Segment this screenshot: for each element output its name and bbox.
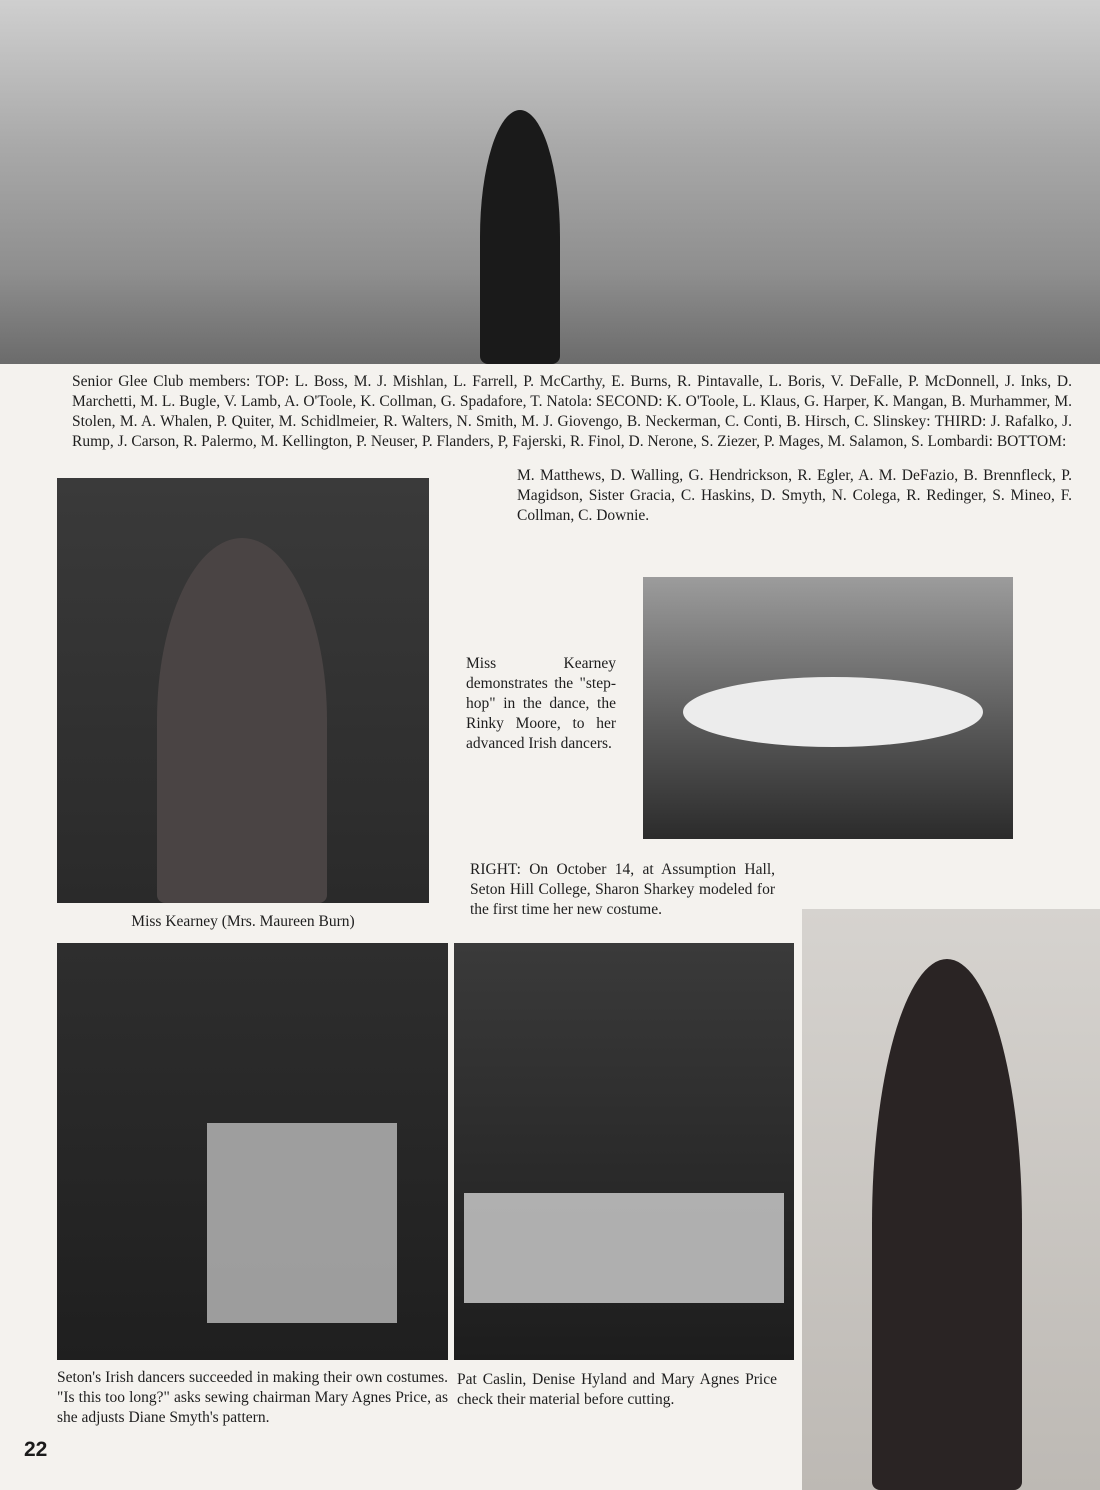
sharkey-costume-photo xyxy=(802,909,1100,1490)
material-caption: Pat Caslin, Denise Hyland and Mary Agnes Price check their material before cutting. xyxy=(457,1371,777,1408)
kearney-portrait-photo xyxy=(57,478,429,903)
glee-club-photo xyxy=(0,0,1100,364)
costume-fitting-photo xyxy=(57,943,448,1360)
glee-club-caption: Senior Glee Club members: TOP: L. Boss, M. J. Mishlan, L. Farrell, P. McCarthy, E. Burns, R. Pintavalle, L. Boris, V. DeFalle, P. McDonnell, J. Inks, D. Marchetti, M. L. Bugle, V. Lamb, A. O'Toole, K. Collman, G. Spadafore, T. Natola: SECOND: K. O'Toole, L. Klaus, G. Harper, K. Mangan, B. Murhammer, M. Stolen, M. A. Whalen, P. Quiter, M. Schidlmeier, R. Walters, N. Smith, M. J. Giovengo, B. Neckerman, C. Conti, B. Hirsch, C. Slinskey: THIRD: J. Rafalko, J. Rump, J. Carson, R. Palermo, M. Kellington, P. Neuser, P. Flanders, P, Fajerski, R. Finol, D. Nerone, S. Ziezer, P. Mages, M. Salamon, S. Lombardi: BOTTOM: xyxy=(72,373,1072,450)
sharkey-costume-caption: RIGHT: On October 14, at Assumption Hall, Seton Hill College, Sharon Sharkey modeled for the first time her new costume. xyxy=(470,861,775,918)
dance-demonstration-photo xyxy=(643,577,1013,839)
kearney-dance-caption: Miss Kearney demonstrates the "step-hop" in the dance, the Rinky Moore, to her advanced Irish dancers. xyxy=(466,655,616,752)
costumes-caption: Seton's Irish dancers succeeded in making their own costumes. "Is this too long?" asks sewing chairman Mary Agnes Price, as she adjusts Diane Smyth's pattern. xyxy=(57,1369,448,1426)
material-check-photo xyxy=(454,943,794,1360)
kearney-portrait-caption: Miss Kearney (Mrs. Maureen Burn) xyxy=(131,913,355,930)
page-number: 22 xyxy=(24,1438,48,1461)
glee-club-caption-bottom: M. Matthews, D. Walling, G. Hendrickson, R. Egler, A. M. DeFazio, B. Brennfleck, P. Magidson, Sister Gracia, C. Haskins, D. Smyth, N. Colega, R. Redinger, S. Mineo, F. Collman, C. Downie. xyxy=(517,467,1072,524)
